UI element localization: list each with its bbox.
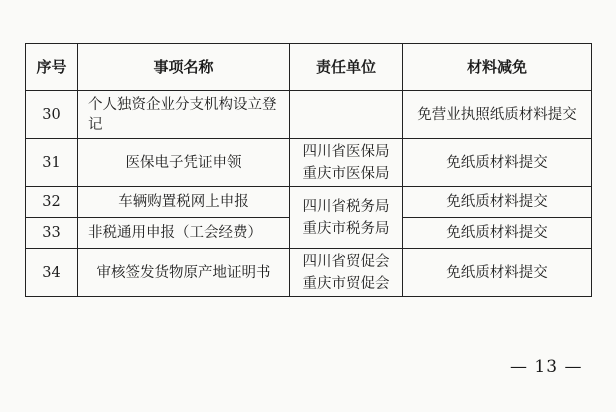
row-number: 34 <box>26 249 78 297</box>
header-material-reduction: 材料减免 <box>403 44 592 91</box>
material-reduction: 免纸质材料提交 <box>403 218 592 249</box>
responsible-unit-empty <box>290 91 403 139</box>
header-matter-name: 事项名称 <box>78 44 290 91</box>
matter-name: 审核签发货物原产地证明书 <box>78 249 290 297</box>
page-number: — 13 — <box>510 357 583 377</box>
responsible-unit <box>290 187 403 249</box>
header-seq: 序号 <box>26 44 78 91</box>
material-reduction: 免纸质材料提交 <box>403 249 592 297</box>
row-number: 33 <box>26 218 78 249</box>
unit-chongqing: 重庆市贸促会 <box>302 275 390 292</box>
responsible-unit <box>290 249 403 297</box>
table-row <box>26 187 592 218</box>
material-reduction: 免营业执照纸质材料提交 <box>403 91 592 139</box>
unit-chongqing: 重庆市医保局 <box>302 165 390 182</box>
matter-name: 医保电子凭证申领 <box>78 139 290 187</box>
unit-sichuan: 四川省贸促会 <box>302 253 390 270</box>
matter-name: 非税通用申报（工会经费） <box>78 218 290 249</box>
matters-table <box>25 43 592 297</box>
responsible-unit <box>290 139 403 187</box>
unit-chongqing: 重庆市税务局 <box>302 220 390 237</box>
unit-sichuan: 四川省医保局 <box>302 143 390 160</box>
matter-name: 个人独资企业分支机构设立登记 <box>78 91 290 139</box>
material-reduction: 免纸质材料提交 <box>403 139 592 187</box>
header-responsible-unit: 责任单位 <box>290 44 403 91</box>
unit-sichuan: 四川省税务局 <box>302 198 390 215</box>
table-row <box>26 249 592 297</box>
row-number: 32 <box>26 187 78 218</box>
material-reduction: 免纸质材料提交 <box>403 187 592 218</box>
row-number: 30 <box>26 91 78 139</box>
table-header-row <box>26 44 592 91</box>
matter-name: 车辆购置税网上申报 <box>78 187 290 218</box>
table-row <box>26 139 592 187</box>
table-row <box>26 91 592 139</box>
row-number: 31 <box>26 139 78 187</box>
